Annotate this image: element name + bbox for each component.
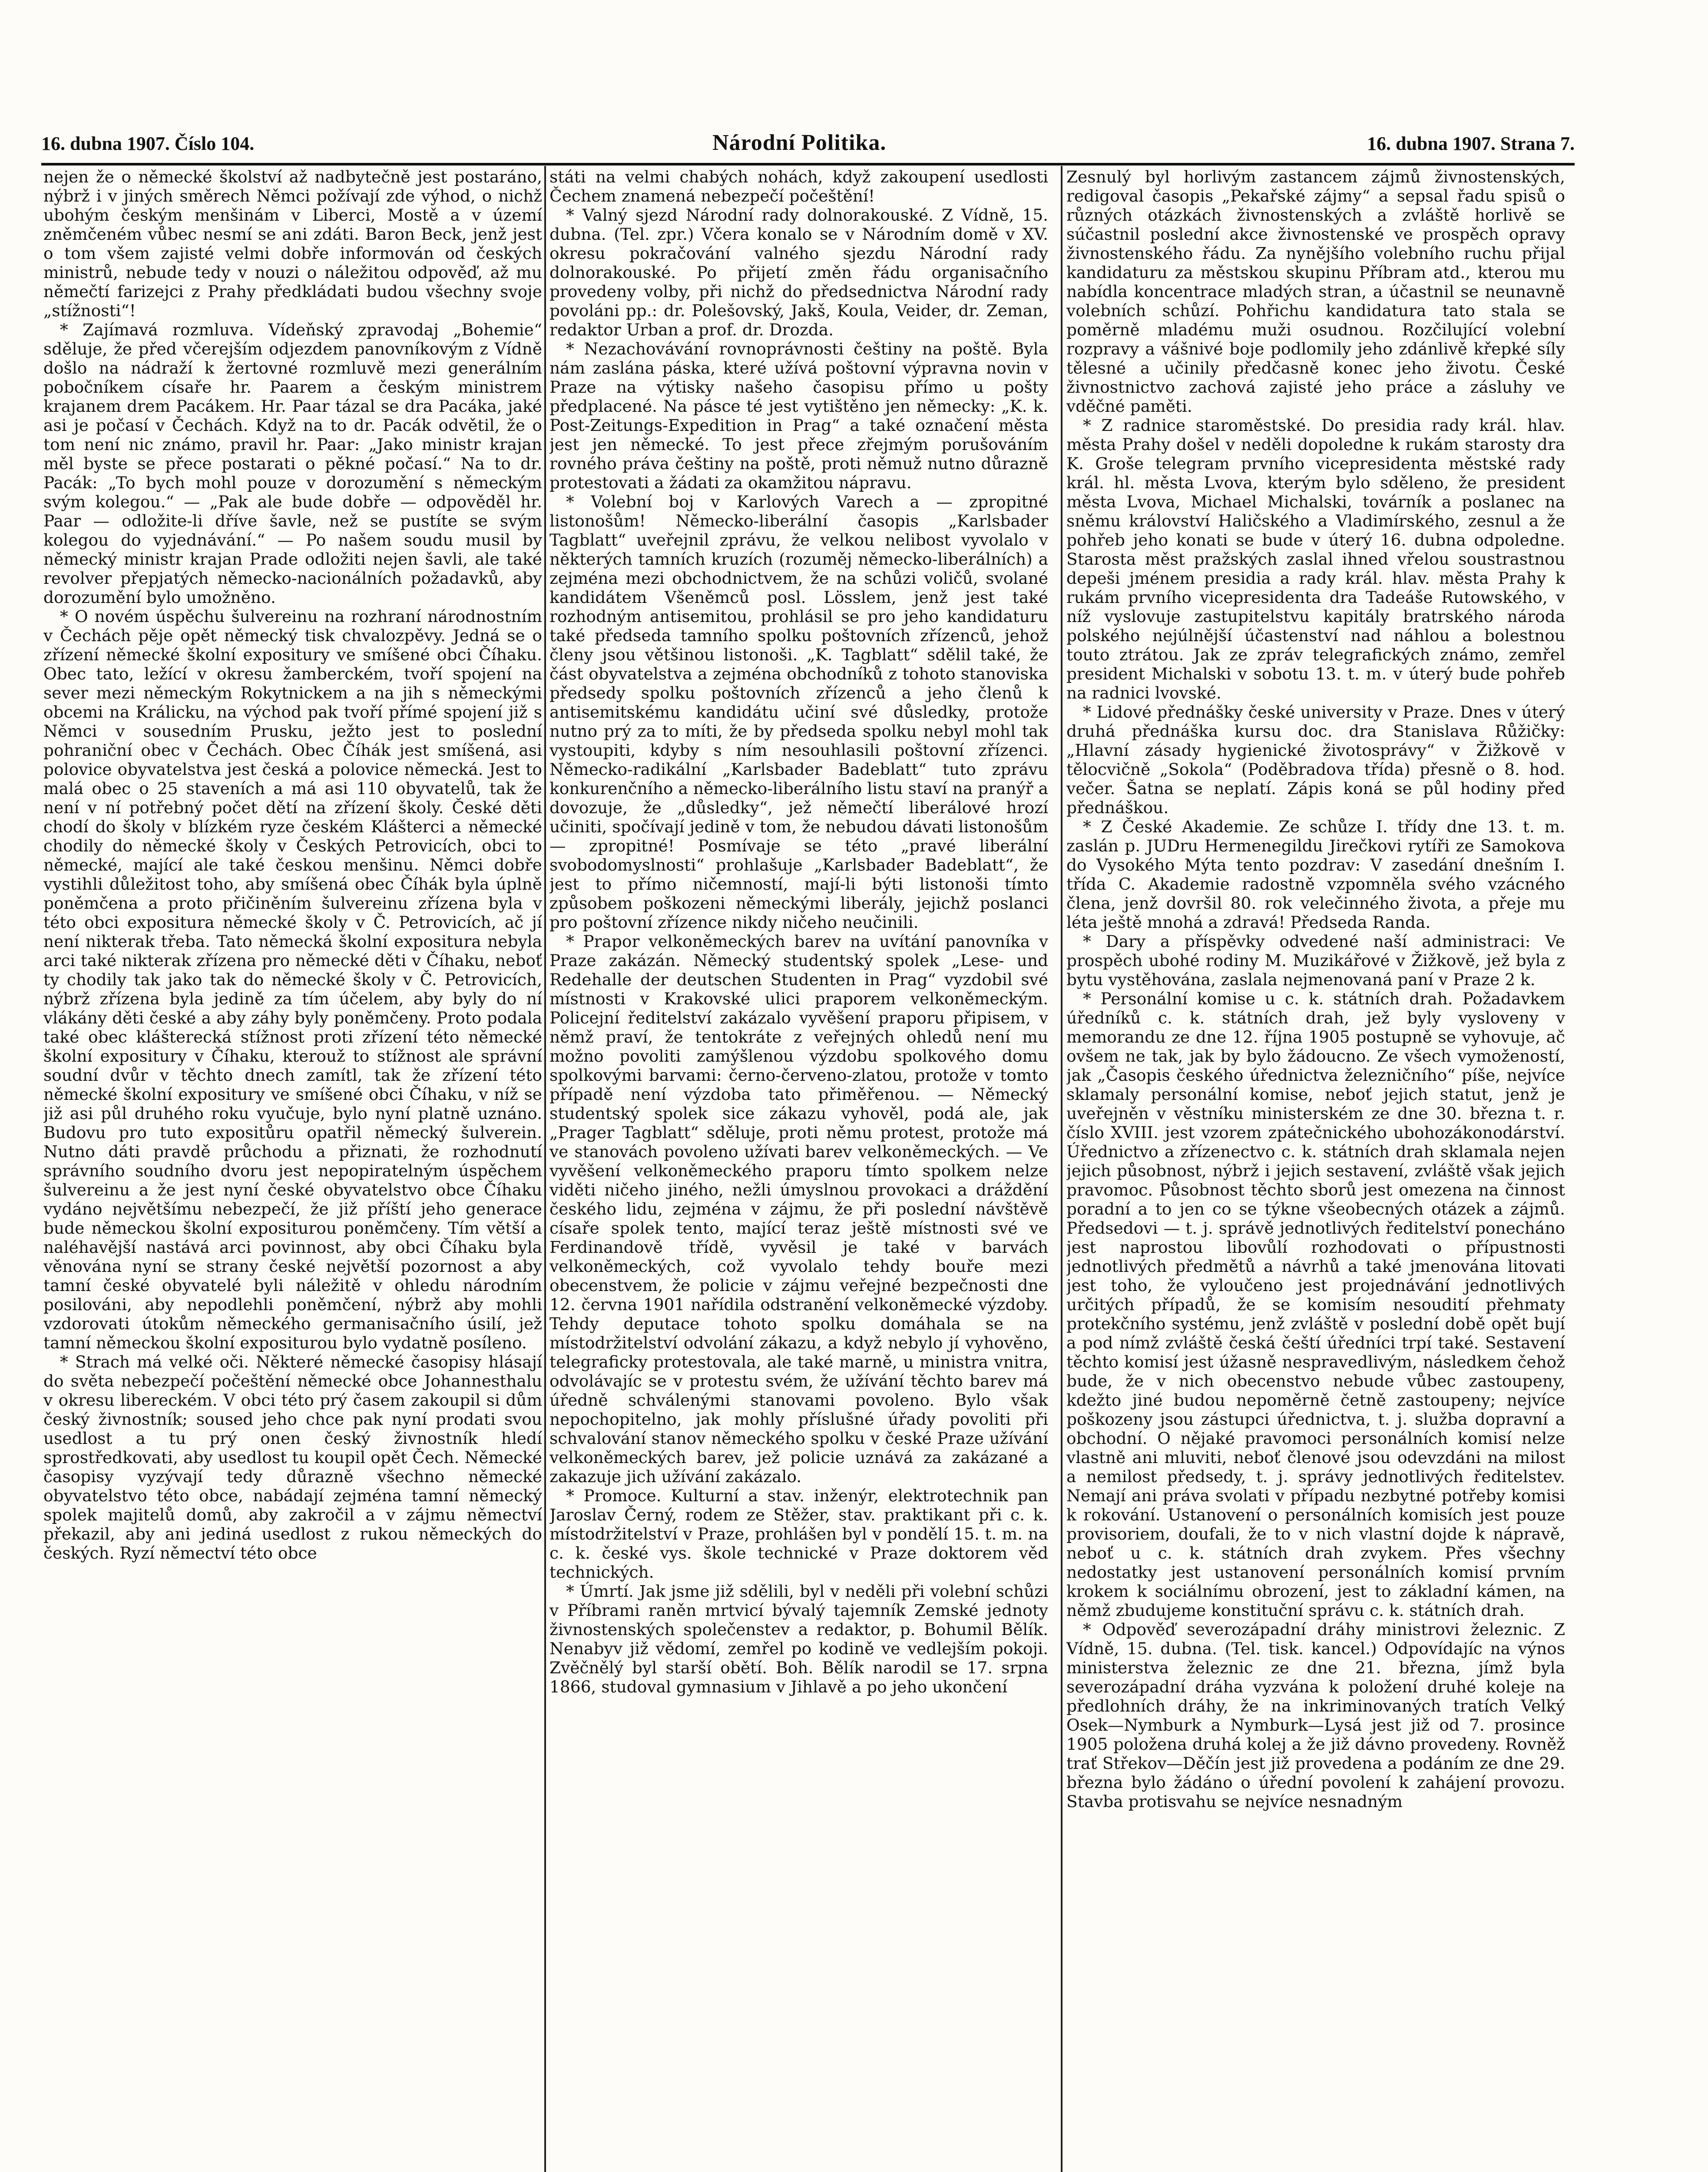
article-paragraph: * Personální komise u c. k. státních drah. Požadavkem úředníků c. k. státních drah, jež byly vysloveny v memorandu ze dne 12. října 1905 postupně se vyhovuje, ač ovšem ne tak, jak by bylo žádoucno. Ze všech vymožeností, jak „Časopis českého úřednictva železničního“ píše, nejvíce sklamaly personální komise, neboť jejich statut, jenž je uveřejněn v věstníku ministerském ze dne 30. března t. r. číslo XVIII. jest vzorem zpátečnického ubohozákonodárství. Úřednictvo a zřízenectvo c. k. státních drah sklamala nejen jejich působnost, nýbrž i jejich sestavení, zvláště však jejich pravomoc. Působnost těchto sborů jest omezena na činnost poradní a to jen co se týkne všeobecných otázek a zájmů. Předsedovi — t. j. správě jednotlivých ředitelství ponecháno jest naprostou libovůlí rozhodovati o přípustnosti jednotlivých předmětů a návrhů a také jmenována litovati jest toho, že vyloučeno jest projednávání jednotlivých určitých případů, že se komisím nesoudití přehmaty protekčního systému, jenž zvláště v poslední době opět bují a pod nímž zvláště česká čeští úředníci trpí také. Sestavení těchto komisí jest úžasně nespravedlivým, následkem čehož bude, že v nich obecenstvo nebude vůbec zastoupeny, kdežto jiné budou nepoměrně četně zastoupeny; nejvíce poškozeny jsou zástupci úřednictva, t. j. služba dopravní a obchodní. O nějaké pravomoci personálních komisí nelze vlastně ani mluviti, neboť členové jsou odevzdáni na milost a nemilost předsedy, t. j. správy jednotlivých ředitelstev. Nemají ani práva svolati v případu nezbytné potřeby komisi k rokování. Ustanovení o personálních komisích jest pouze provisoriem, doufali, že to v nich vlastní dojde k nápravě, neboť u c. k. státních drah zvykem. Přes všechny nedostatky jest ustanovení personálních komisí prvním krokem k sociálnímu obrození, jest to základní kámen, na němž zbudujeme konstituční správu c. k. státních drah. (1066, 989, 1565, 1620)
article-paragraph: * O novém úspěchu šulvereinu na rozhraní národnostním v Čechách pěje opět německý tisk chvalozpěvy. Jedná se o zřízení německé školní expositury ve smíšené obci Číhaku. Obec tato, ležící v okresu žamberckém, tvoří spojení na sever mezi německým Rokytnickem a na jih s německými obcemi na Králicku, na východ pak tvoří přímé spojení již s Němci v sousedním Prusku, ježto jest to poslední pohraniční obec v Čechách. Obec Číhák jest smíšená, asi polovice obyvatelstva jest česká a polovice německá. Jest to malá obec o 25 staveních a má asi 110 obyvatelů, tak že není v ní potřebný počet dětí na zřízení školy. České děti chodí do školy v blízkém ryze českém Klášterci a německé chodily do německé školy v Českých Petrovicích, obci to německé, mající ale také českou menšinu. Němci dobře vystihli důležitost toho, aby smíšená obec Číhák byla úplně poněmčena a proto přičiněním šulvereinu zřízena byla v této obci expositura německé školy v Č. Petrovicích, ač jí není nikterak třeba. Tato německá školní expositura nebyla arci také nikterak zřízena pro německé děti v Číhaku, neboť ty chodily tak jako tak do německé školy v Č. Petrovicích, nýbrž zřízena byla jedině za tím účelem, aby byly do ní vlákány děti české a aby záhy byly poněmčeny. Proto podala také obec klášterecká stížnost proti zřízení této německé školní expositury v Číhaku, kterouž to stížnost ale správní soudní dvůr v těchto dnech zamítl, tak že zřízení této německé školní expositury ve smíšené obci Číhaku, v níž se již asi půl druhého roku vyučuje, bylo nyní platně uznáno. Budovu pro tuto expositůru opatřil německý šulverein. Nutno dáti pravdě průchodu a přiznati, že rozhodnutí správního soudního dvoru jest nepopiratelným úspěchem šulvereinu a že jest nyní české obyvatelstvo obce Číhaku vydáno největšímu nebezpečí, že již příští jeho generace bude německou školní expositurou poněmčeny. Tím větší a naléhavější nastává arci povinnost, aby obci Číhaku byla věnována nyní se strany české největší pozornost a aby tamní české obyvatelé byli náležitě v ohledu národním posilováni, aby nepodlehli poněmčení, nýbrž aby mohli vzdorovati útokům německého germanisačního úsilí, jež tamní německou školní expositurou bylo vydatně posíleno. (43, 607, 542, 1352)
article-paragraph: * Z radnice staroměstské. Do presidia rady král. hlav. města Prahy došel v neděli dopoledne k rukám starosty dra K. Groše telegram prvního vicepresidenta městské rady král. hl. města Lvova, kterým bylo sděleno, že president města Lvova, Michael Michalski, továrník a poslanec na sněmu království Haličského a Vladimírského, zesnul a že pohřeb jeho konati se bude v úterý 16. dubna odpoledne. Starosta měst pražských zaslal ihned vřelou soustrastnou depeši jménem presidia a rady král. hlav. města Prahy k rukám prvního vicepresidenta dra Tadeáše Rutowského, v níž vyslovuje zastupitelstvu kapitály bratrského národa polského nejúlnější účastenství nad náhlou a bolestnou touto ztrátou. Jak ze zpráv telegrafických známo, zemřel president Michalski v sobotu 13. t. m. v úterý bude pohřeb na radnici lvovské. (1066, 416, 1565, 702)
column-divider (544, 166, 546, 2172)
article-paragraph: * Z České Akademie. Ze schůze I. třídy dne 13. t. m. zaslán p. JUDru Hermenegildu Jirečkovi rytíři ze Samokova do Vysokého Mýta tento pozdrav: V zasedání dnešním I. třída C. Akademie radostně vzpomněla svého vzácného člena, jenž dovršil 80. rok velečinného života, a přeje mu léta ještě mnohá a zdravá! Předseda Randa. (1066, 817, 1565, 932)
header-date-page: 16. dubna 1907. Strana 7. (1367, 133, 1575, 154)
header-date-issue: 16. dubna 1907. Číslo 104. (41, 133, 255, 154)
article-paragraph: * Nezachovávání rovnoprávnosti češtiny na poště. Byla nám zaslána páska, které užívá poštovní výpravna novin v Praze na výtisky našeho časopisu přímo u pošty předplacené. Na pásce té jest vytištěno jen německy: „K. k. Post-Zeitungs-Expedition in Prag“ a také označení města jest jen německé. To jest přece zřejmým porušováním rovného práva češtiny na poště, proti němuž nutno důrazně protestovati a žádati za okamžitou nápravu. (549, 339, 1048, 492)
article-paragraph: státi na velmi chabých nohách, když zakoupení usedlosti Čechem znamená nebezpečí počeštění! (549, 167, 1048, 205)
article-paragraph: * Valný sjezd Národní rady dolnorakouské. Z Vídně, 15. dubna. (Tel. zpr.) Včera konalo se v Národním domě v XV. okresu pokračování valného sjezdu Národní rady dolnorakouské. Po přijetí změn řádu organisačního provedeny volby, při nichž do předsednictva Národní rady povoláni pp.: dr. Polešovský, Jakš, Koula, Veider, dr. Zeman, redaktor Urban a prof. dr. Drozda. (549, 205, 1048, 339)
column-2 (549, 167, 1048, 2172)
article-paragraph: * Úmrtí. Jak jsme již sdělili, byl v neděli při volební schůzi v Příbrami raněn mrtvicí bývalý tajemník Zemské jednoty živnostenských společenstev a redaktor, p. Bohumil Bělík. Nenabyv již vědomí, zemřel po kodině ve vedlejším pokoji. Zvěčnělý byl starší obětí. Boh. Bělík narodil se 17. srpna 1866, studoval gymnasium v Jihlavě a po jeho ukončení (549, 1582, 1048, 1696)
article-paragraph: * Zajímavá rozmluva. Vídeňský zpravodaj „Bohemie“ sděluje, že před včerejším odjezdem panovníkovým z Vídně došlo na nádraží k žertovné rozmluvě mezi generálním pobočníkem císaře hr. Paarem a českým ministrem krajanem drem Pacákem. Hr. Paar tázal se dra Pacáka, jaké asi je počasí v Čechách. Když na to dr. Pacák odvětil, že o tom není nic známo, pravil hr. Paar: „Jako ministr krajan měl byste se přece postarati o pěkné počasí.“ Na to dr. Pacák: „To bych mohl pouze v dorozumění s německým svým kolegou.“ — „Pak ale bude dobře — odpověděl hr. Paar — odložite-li dříve šavle, než se pustíte se svým kolegou do vyjednávání.“ — Po našem soudu musil by německý ministr krajan Prade odložiti nejen šavli, ale také revolver přepjatých německo-nacionálních požadavků, aby dorozumění bylo umožněno. (43, 320, 542, 607)
column-1 (43, 167, 542, 2172)
article-paragraph: * Promoce. Kulturní a stav. inženýr, elektrotechnik pan Jaroslav Černý, rodem ze Stěžer, stav. praktikant při c. k. místodržitelství v Praze, prohlášen byl v pondělí 15. t. m. na c. k. české vys. škole technické v Praze doktorem věd technických. (549, 1486, 1048, 1582)
newspaper-title: Národní Politika. (712, 130, 887, 155)
article-paragraph: nejen že o německé školství až nadbytečně jest postaráno, nýbrž i v jiných směrech Němci požívají zde výhod, o nichž ubohým českým menšinám v Liberci, Mostě a v území zněmčeném vůbec nesmí se ani zdáti. Baron Beck, jenž jest o tom všem zajisté velmi dobře informován od českých ministrů, nebude tedy v nouzi o náležitou odpověď, až mu němečtí farizejci z Prahy předkládati budou všechny svoje „stížnosti“! (43, 167, 542, 320)
article-paragraph: * Lidové přednášky české university v Praze. Dnes v úterý druhá přednáška kursu doc. dra Stanislava Růžičky: „Hlavní zásady hygienické životosprávy“ v Žižkově v tělocvičně „Sokola“ (Poděbradova třída) přesně o 8. hod. večer. Šatna se neplatí. Zápis koná se půl hodiny před přednáškou. (1066, 702, 1565, 817)
article-paragraph: * Strach má velké oči. Některé německé časopisy hlásají do světa nebezpečí počeštění německé obce Johannesthalu v okresu libereckém. V obci této prý časem zakoupil si dům český živnostník; soused jeho chce pak nyní prodati svou usedlost a tu prý onen český živnostník hledí sprostředkovati, aby usedlost tu koupil opět Čech. Německé časopisy vyzývají tedy důrazně všechno německé obyvatelstvo této obce, nabádají zejména tamní německý spolek majitelů domů, aby zakročil a v zájmu němectví překazil, aby ani jediná usedlost z rukou německých do českých. Ryzí němectví této obce (43, 1352, 542, 1563)
column-3 (1066, 167, 1565, 2172)
article-paragraph: * Odpověď severozápadní dráhy ministrovi železnic. Z Vídně, 15. dubna. (Tel. tisk. kancel.) Odpovídajíc na výnos ministerstva železnic ze dne 21. března, jímž byla severozápadní dráha vyzvána k položení druhé koleje na předlohních dráhy, že na inkriminovaných tratích Velký Osek—Nymburk a Nymburk—Lysá jest již od 7. prosince 1905 položena druhá kolej a že již dávno provedeny. Rovněž trať Střekov—Děčín jest již provedena a podáním ze dne 29. března bylo žádáno o úřední povolení k zahájení provozu. Stavba protisvahu se nejvíce nesnadným (1066, 1620, 1565, 1811)
article-paragraph: * Volební boj v Karlových Varech a — zpropitné listonošům! Německo-liberální časopis „Karlsbader Tagblatt“ uveřejnil zprávu, že velkou nelibost vyvolalo v některých tamních kruzích (rozuměj německo-liberálních) a zejména mezi obchodnictvem, že na schůzi voličů, svolané kandidátem Všeněmců posl. Lösslem, jenž jest také rozhodným antisemitou, prohlásil se pro jeho kandidaturu také předseda tamního spolku poštovních zřízenců, jehož členy jsou většinou listonoši. „K. Tagblatt“ sdělil také, že část obyvatelstva a zejména obchodníků z tohoto stanoviska předsedy spolku poštovních zřízenců a jeho členů k antisemitskému kandidátu učiní své důsledky, protože nutno prý za to míti, že by předseda spolku nebyl mohl tak vystoupiti, kdyby s ním nesouhlasili poštovní zřízenci. Německo-radikální „Karlsbader Badeblatt“ tuto zprávu konkurenčního a německo-liberálního listu staví na pranýř a dovozuje, že „důsledky“, jež němečtí liberálové hrozí učiniti, spočívají jedině v tom, že nebudou dávati listonošům — zpropitné! Posmívaje se této „pravé liberální svobodomyslnosti“ prohlašuje „Karlsbader Badeblatt“, že jest to přímo ničemností, mají-li býti listonoši tímto způsobem poškozeni německými liberály, jejichž poslanci pro poštovní zřízence nikdy ničeho neučinili. (549, 492, 1048, 932)
article-paragraph: Zesnulý byl horlivým zastancem zájmů živnostenských, redigoval časopis „Pekařské zájmy“ a sepsal řadu spisů o různých otázkách živnostenských a zvláště horlivě se súčastnil poslední akce živnostenské ve prospěch opravy živnostenského řádu. Za nynějšího volebního ruchu přijal kandidaturu za městskou skupinu Příbram atd., kterou mu nabídla koncentrace mladých stran, a účastnil se neunavně volebních schůzí. Pohřichu kandidatura tato stala se poměrně mladému muži osudnou. Rozčilující volební rozpravy a vášnivé boje podlomily jeho zdánlivě křepké síly tělesné a učinily předčasně konec jeho životu. České živnostnictvo zachová zajisté jeho práce a zásluhy ve vděčné paměti. (1066, 167, 1565, 416)
column-divider (1061, 166, 1063, 2172)
page-header (41, 132, 1575, 166)
article-paragraph: * Prapor velkoněmeckých barev na uvítání panovníka v Praze zakázán. Německý studentský spolek „Lese- und Redehalle der deutschen Studenten in Prag“ vyzdobil své místnosti v Krakovské ulici praporem velkoněmeckým. Policejní ředitelství zakázalo vyvěšení praporu připisem, v němž praví, že tentokráte z veřejných ohledů není mu možno povoliti zamýšlenou výzdobu spolkového domu spolkovými barvami: černo-červeno-zlatou, protože v tomto případě není výzdoba tato přiměřenou. — Německý studentský spolek sice zákazu vyhověl, podá ale, jak „Prager Tagblatt“ sděluje, proti němu protest, protože má ve stanovách povoleno užívati barev velkoněmeckých. — Ve vyvěšení velkoněmeckého praporu tímto spolkem nelze viděti ničeho jiného, nežli úmyslnou provokaci a dráždění českého lidu, zejména v zájmu, že při poslední návštěvě císaře spolek tento, mající teraz ještě místnosti své ve Ferdinandově třídě, vyvěsil je také v barvách velkoněmeckých, což vyvolalo tehdy bouře mezi obecenstvem, že policie v zájmu veřejné bezpečnosti dne 12. června 1901 nařídila odstranění velkoněmecké výzdoby. Tehdy deputace tohoto spolku domáhala se na místodržitelství odvolání zákazu, a když nebylo jí vyhověno, telegraficky protestovala, ale také marně, u ministra vnitra, odvolávajíc se v protestu svém, že užívání těchto barev má úředně schválenými stanovami povoleno. Bylo však nepochopitelno, jak mohly příslušné úřady povoliti při schvalování stanov německého spolku v české Praze užívání velkoněmeckých barev, jež policie uznává za zakázané a zakazuje jich užívání zakázalo. (549, 932, 1048, 1486)
article-paragraph: * Dary a příspěvky odvedené naší administraci: Ve prospěch ubohé rodiny M. Muzikářové v Žižkově, jež byla z bytu vystěhována, zaslala nejmenovaná paní v Praze 2 k. (1066, 932, 1565, 989)
